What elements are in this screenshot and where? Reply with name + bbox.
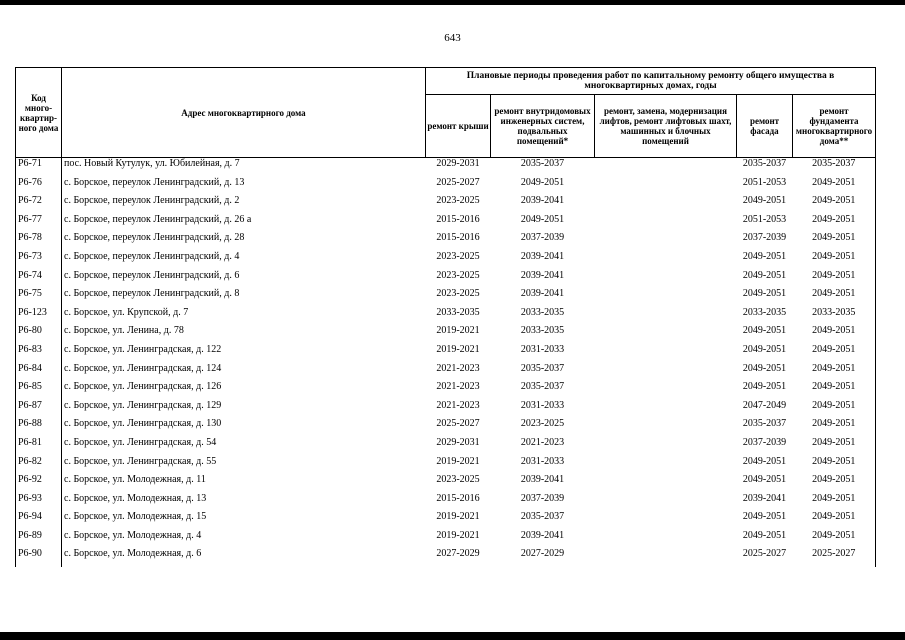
cell-address: с. Борское, ул. Ленинградская, д. 130: [62, 418, 426, 437]
cell-facade: 2049-2051: [742, 288, 787, 300]
cell-roof: 2019-2021: [436, 325, 480, 337]
cell-code: Р6-83: [16, 344, 62, 363]
cell-systems: 2031-2033: [520, 455, 565, 467]
cell-roof: 2019-2021: [436, 511, 480, 523]
cell-code: Р6-92: [16, 474, 62, 493]
cell-address: с. Борское, переулок Ленинградский, д. 2: [62, 195, 426, 214]
table-row: [16, 400, 876, 419]
cell-facade: 2049-2051: [742, 269, 787, 281]
cell-lifts: [595, 214, 737, 233]
cell-code: Р6-74: [16, 270, 62, 289]
cell-systems: 2039-2041: [520, 474, 565, 486]
table-row: [16, 344, 876, 363]
cell-roof: 2025-2027: [436, 418, 480, 430]
cell-lifts: [595, 344, 737, 363]
cell-code: Р6-76: [16, 177, 62, 196]
cell-systems: 2035-2037: [520, 362, 565, 374]
cell-code: Р6-94: [16, 511, 62, 530]
table-row: [16, 307, 876, 326]
cell-roof: 2029-2031: [436, 436, 480, 448]
cell-lifts: [595, 307, 737, 326]
cell-address: с. Борское, ул. Ленинградская, д. 54: [62, 437, 426, 456]
cell-facade: 2049-2051: [742, 362, 787, 374]
cell-address: с. Борское, переулок Ленинградский, д. 26 а: [62, 214, 426, 233]
cell-roof: 2019-2021: [436, 343, 480, 355]
cell-lifts: [595, 474, 737, 493]
cell-facade: 2039-2041: [742, 492, 787, 504]
cell-address: с. Борское, ул. Молодежная, д. 6: [62, 548, 426, 567]
cell-roof: 2029-2031: [436, 158, 480, 169]
header-code: Код много-квартир-ного дома: [16, 68, 62, 158]
cell-roof: 2023-2025: [436, 195, 480, 207]
cell-systems: 2033-2035: [520, 325, 565, 337]
table-row: [16, 288, 876, 307]
cell-foundation: 2049-2051: [793, 437, 876, 456]
header-systems: ремонт внутридомовых инженерных систем, подвальных помещений*: [491, 95, 595, 158]
cell-roof: 2023-2025: [436, 474, 480, 486]
cell-foundation: 2049-2051: [793, 418, 876, 437]
cell-foundation: 2049-2051: [793, 214, 876, 233]
cell-facade: 2049-2051: [742, 511, 787, 523]
table-row: [16, 325, 876, 344]
cell-address: с. Борское, переулок Ленинградский, д. 28: [62, 232, 426, 251]
cell-lifts: [595, 437, 737, 456]
table-row: [16, 511, 876, 530]
cell-roof: 2015-2016: [436, 492, 480, 504]
cell-roof: 2023-2025: [436, 250, 480, 262]
table-row: [16, 158, 876, 177]
cell-address: с. Борское, ул. Ленинградская, д. 129: [62, 400, 426, 419]
cell-systems: 2031-2033: [520, 343, 565, 355]
cell-facade: 2051-2053: [742, 213, 787, 225]
cell-code: Р6-78: [16, 232, 62, 251]
cell-code: Р6-71: [16, 158, 62, 177]
cell-roof: 2019-2021: [436, 529, 480, 541]
cell-foundation: 2049-2051: [793, 363, 876, 382]
cell-foundation: 2049-2051: [793, 288, 876, 307]
cell-systems: 2027-2029: [520, 548, 565, 560]
cell-facade: 2035-2037: [742, 418, 787, 430]
cell-facade: 2049-2051: [742, 250, 787, 262]
cell-address: с. Борское, ул. Молодежная, д. 4: [62, 530, 426, 549]
cell-address: с. Борское, переулок Ленинградский, д. 4: [62, 251, 426, 270]
cell-code: Р6-73: [16, 251, 62, 270]
table-row: [16, 232, 876, 251]
cell-code: Р6-85: [16, 381, 62, 400]
cell-systems: 2035-2037: [520, 511, 565, 523]
cell-foundation: 2049-2051: [793, 493, 876, 512]
cell-systems: 2039-2041: [520, 288, 565, 300]
table-body: [16, 158, 876, 568]
cell-code: Р6-90: [16, 548, 62, 567]
cell-foundation: 2049-2051: [793, 344, 876, 363]
cell-code: Р6-81: [16, 437, 62, 456]
cell-roof: 2021-2023: [436, 381, 480, 393]
header-facade: ремонт фасада: [737, 95, 793, 158]
bottom-border: [0, 632, 905, 640]
cell-lifts: [595, 288, 737, 307]
cell-systems: 2049-2051: [520, 176, 565, 188]
cell-roof: 2021-2023: [436, 399, 480, 411]
cell-roof: 2025-2027: [436, 176, 480, 188]
cell-systems: 2021-2023: [520, 436, 565, 448]
cell-foundation: 2049-2051: [793, 251, 876, 270]
cell-roof: 2023-2025: [436, 288, 480, 300]
cell-lifts: [595, 177, 737, 196]
cell-lifts: [595, 270, 737, 289]
cell-systems: 2031-2033: [520, 399, 565, 411]
cell-code: Р6-89: [16, 530, 62, 549]
cell-systems: 2023-2025: [520, 418, 565, 430]
cell-code: Р6-87: [16, 400, 62, 419]
table-row: [16, 456, 876, 475]
cell-systems: 2039-2041: [520, 250, 565, 262]
repair-schedule-table: [15, 67, 876, 567]
cell-facade: 2049-2051: [742, 195, 787, 207]
cell-roof: 2027-2029: [436, 548, 480, 560]
cell-lifts: [595, 548, 737, 567]
cell-foundation: 2035-2037: [793, 158, 876, 177]
cell-foundation: 2049-2051: [793, 400, 876, 419]
cell-lifts: [595, 363, 737, 382]
table-row: [16, 251, 876, 270]
table-row: [16, 270, 876, 289]
cell-roof: 2019-2021: [436, 455, 480, 467]
cell-foundation: 2049-2051: [793, 325, 876, 344]
cell-address: с. Борское, переулок Ленинградский, д. 13: [62, 177, 426, 196]
cell-foundation: 2049-2051: [793, 270, 876, 289]
cell-lifts: [595, 456, 737, 475]
table-row: [16, 530, 876, 549]
cell-address: с. Борское, ул. Ленинградская, д. 55: [62, 456, 426, 475]
cell-facade: 2047-2049: [742, 399, 787, 411]
cell-address: с. Борское, ул. Молодежная, д. 13: [62, 493, 426, 512]
cell-code: Р6-82: [16, 456, 62, 475]
cell-foundation: 2049-2051: [793, 381, 876, 400]
cell-foundation: 2049-2051: [793, 474, 876, 493]
cell-roof: 2023-2025: [436, 269, 480, 281]
cell-foundation: 2049-2051: [793, 511, 876, 530]
header-lifts: ремонт, замена, модернизация лифтов, ремонт лифтовых шахт, машинных и блочных помещений: [595, 95, 737, 158]
cell-systems: 2035-2037: [520, 381, 565, 393]
cell-lifts: [595, 195, 737, 214]
cell-facade: 2033-2035: [742, 306, 787, 318]
cell-code: Р6-93: [16, 493, 62, 512]
cell-address: с. Борское, переулок Ленинградский, д. 6: [62, 270, 426, 289]
cell-facade: 2049-2051: [742, 325, 787, 337]
cell-systems: 2033-2035: [520, 306, 565, 318]
top-border: [0, 0, 905, 5]
cell-address: с. Борское, переулок Ленинградский, д. 8: [62, 288, 426, 307]
cell-lifts: [595, 400, 737, 419]
cell-facade: 2035-2037: [742, 158, 787, 169]
cell-systems: 2037-2039: [520, 492, 565, 504]
cell-address: с. Борское, ул. Ленинградская, д. 126: [62, 381, 426, 400]
cell-systems: 2037-2039: [520, 232, 565, 244]
cell-address: с. Борское, ул. Молодежная, д. 11: [62, 474, 426, 493]
header-address: Адрес многоквартирного дома: [62, 68, 426, 158]
table-row: [16, 195, 876, 214]
cell-foundation: 2049-2051: [793, 456, 876, 475]
cell-facade: 2037-2039: [742, 436, 787, 448]
cell-lifts: [595, 511, 737, 530]
cell-roof: 2021-2023: [436, 362, 480, 374]
cell-lifts: [595, 381, 737, 400]
cell-systems: 2039-2041: [520, 529, 565, 541]
cell-code: Р6-72: [16, 195, 62, 214]
header-foundation: ремонт фундамента многоквартирного дома**: [793, 95, 876, 158]
cell-address: с. Борское, ул. Ленинградская, д. 122: [62, 344, 426, 363]
table-row: [16, 214, 876, 233]
cell-address: пос. Новый Кутулук, ул. Юбилейная, д. 7: [62, 158, 426, 177]
cell-roof: 2033-2035: [436, 306, 480, 318]
cell-foundation: 2025-2027: [793, 548, 876, 567]
cell-lifts: [595, 325, 737, 344]
header-periods-group: Плановые периоды проведения работ по капитальному ремонту общего имущества в многоквартирных домах, годы: [426, 68, 876, 95]
table-row: [16, 437, 876, 456]
cell-foundation: 2033-2035: [793, 307, 876, 326]
cell-lifts: [595, 418, 737, 437]
table-row: [16, 363, 876, 382]
cell-systems: 2039-2041: [520, 195, 565, 207]
table-row: [16, 493, 876, 512]
cell-foundation: 2049-2051: [793, 530, 876, 549]
cell-facade: 2037-2039: [742, 232, 787, 244]
cell-facade: 2025-2027: [742, 548, 787, 560]
cell-systems: 2035-2037: [520, 158, 565, 169]
cell-facade: 2049-2051: [742, 343, 787, 355]
cell-systems: 2049-2051: [520, 213, 565, 225]
header-roof: ремонт крыши: [426, 95, 491, 158]
cell-facade: 2049-2051: [742, 529, 787, 541]
cell-address: с. Борское, ул. Ленина, д. 78: [62, 325, 426, 344]
table-row: [16, 177, 876, 196]
cell-lifts: [595, 530, 737, 549]
cell-address: с. Борское, ул. Ленинградская, д. 124: [62, 363, 426, 382]
cell-lifts: [595, 251, 737, 270]
cell-roof: 2015-2016: [436, 213, 480, 225]
cell-lifts: [595, 232, 737, 251]
cell-code: Р6-77: [16, 214, 62, 233]
page-number: 643: [444, 32, 461, 44]
cell-code: Р6-88: [16, 418, 62, 437]
cell-code: Р6-80: [16, 325, 62, 344]
cell-roof: 2015-2016: [436, 232, 480, 244]
cell-lifts: [595, 493, 737, 512]
cell-code: Р6-84: [16, 363, 62, 382]
cell-code: Р6-75: [16, 288, 62, 307]
cell-facade: 2051-2053: [742, 176, 787, 188]
cell-code: Р6-123: [16, 307, 62, 326]
table-row: [16, 418, 876, 437]
cell-foundation: 2049-2051: [793, 177, 876, 196]
cell-address: с. Борское, ул. Крупской, д. 7: [62, 307, 426, 326]
cell-systems: 2039-2041: [520, 269, 565, 281]
cell-facade: 2049-2051: [742, 455, 787, 467]
cell-lifts: [595, 158, 737, 177]
cell-address: с. Борское, ул. Молодежная, д. 15: [62, 511, 426, 530]
cell-facade: 2049-2051: [742, 381, 787, 393]
cell-facade: 2049-2051: [742, 474, 787, 486]
table-row: [16, 381, 876, 400]
cell-foundation: 2049-2051: [793, 232, 876, 251]
table-row: [16, 474, 876, 493]
table-row: [16, 548, 876, 567]
cell-foundation: 2049-2051: [793, 195, 876, 214]
